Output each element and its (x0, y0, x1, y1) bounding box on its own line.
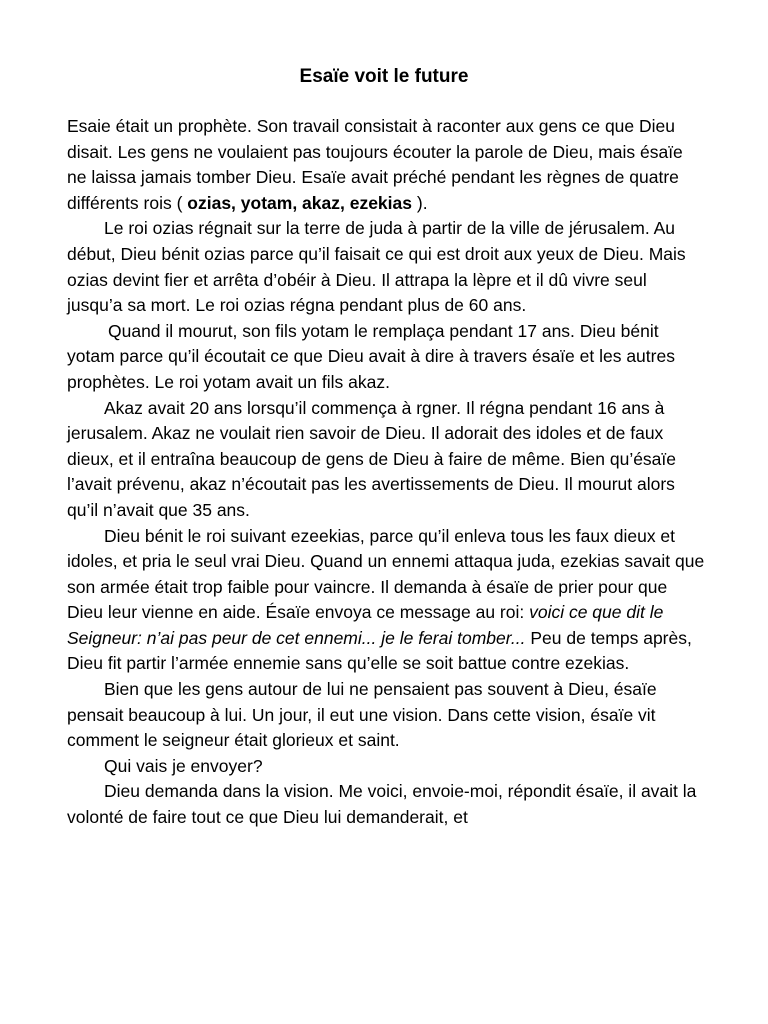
paragraph-7: Qui vais je envoyer? (104, 755, 263, 776)
page-title: Esaïe voit le future (299, 66, 469, 87)
paragraph-5 (67, 524, 707, 678)
paragraph-2: Le roi ozias régnait sur la terre de juda à partir de la ville de jérusalem. Au début, Dieu bénit ozias parce qu’il faisait ce qui est droit aux yeux de Dieu. Mais ozias devint fier et arrêta d’obéir à Dieu. Il attrapa la lèpre et il dû vivre seul jusqu’a sa mort. Le roi ozias régna pendant plus de 60 ans. (67, 218, 686, 316)
paragraph-5-end: Peu de temps après, Dieu fit partir l’armée ennemie sans qu’elle se soit battue contre ezekias. (67, 627, 692, 674)
paragraph-5-text: Dieu bénit le roi suivant ezeekias, parce qu’il enleva tous les faux dieux et idoles, et pria le seul vrai Dieu. Quand un ennemi attaqua juda, ezekias savait que son armée était trop faible pour vaincre. Il demanda à ésaïe de prier pour que Dieu leur vienne en aide. Ésaïe envoya ce message au roi: (67, 525, 705, 623)
kings-list: ozias, yotam, akaz, ezekias (187, 192, 412, 213)
document-body (67, 114, 707, 831)
paragraph-8: Dieu demanda dans la vision. Me voici, envoie-moi, répondit ésaïe, il avait la volonté de faire tout ce que Dieu lui demanderait, et (67, 781, 697, 828)
paragraph-1-text: Esaie était un prophète. Son travail consistait à raconter aux gens ce que Dieu disait. Les gens ne voulaient pas toujours écouter la parole de Dieu, mais ésaïe ne laissa jamais tomber Dieu. Esaïe avait préché pendant les règnes de quatre différents rois ( (67, 116, 683, 213)
paragraph-1 (67, 114, 707, 216)
paragraph-6: Bien que les gens autour de lui ne pensaient pas souvent à Dieu, ésaïe pensait beaucoup à lui. Un jour, il eut une vision. Dans cette vision, ésaïe vit comment le seigneur était glorieux et saint. (67, 679, 657, 751)
paragraph-3: Quand il mourut, son fils yotam le remplaça pendant 17 ans. Dieu bénit yotam parce qu’il écoutait ce que Dieu avait à dire à travers ésaïe et les autres prophètes. Le roi yotam avait un fils akaz. (67, 320, 675, 392)
paragraph-1-end: ). (412, 192, 428, 213)
lord-quote: voici ce que dit le Seigneur: n’ai pas peur de cet ennemi... je le ferai tomber... (67, 602, 664, 648)
paragraph-4: Akaz avait 20 ans lorsqu’il commença à rgner. Il régna pendant 16 ans à jerusalem. Akaz ne voulait rien savoir de Dieu. Il adorait des idoles et de faux dieux, et il entraîna beaucoup de gens de Dieu à faire de même. Bien qu’ésaïe l’avait prévenu, akaz n’écoutait pas les avertissements de Dieu. Il mourut alors qu’il n’avait que 35 ans. (67, 397, 677, 520)
